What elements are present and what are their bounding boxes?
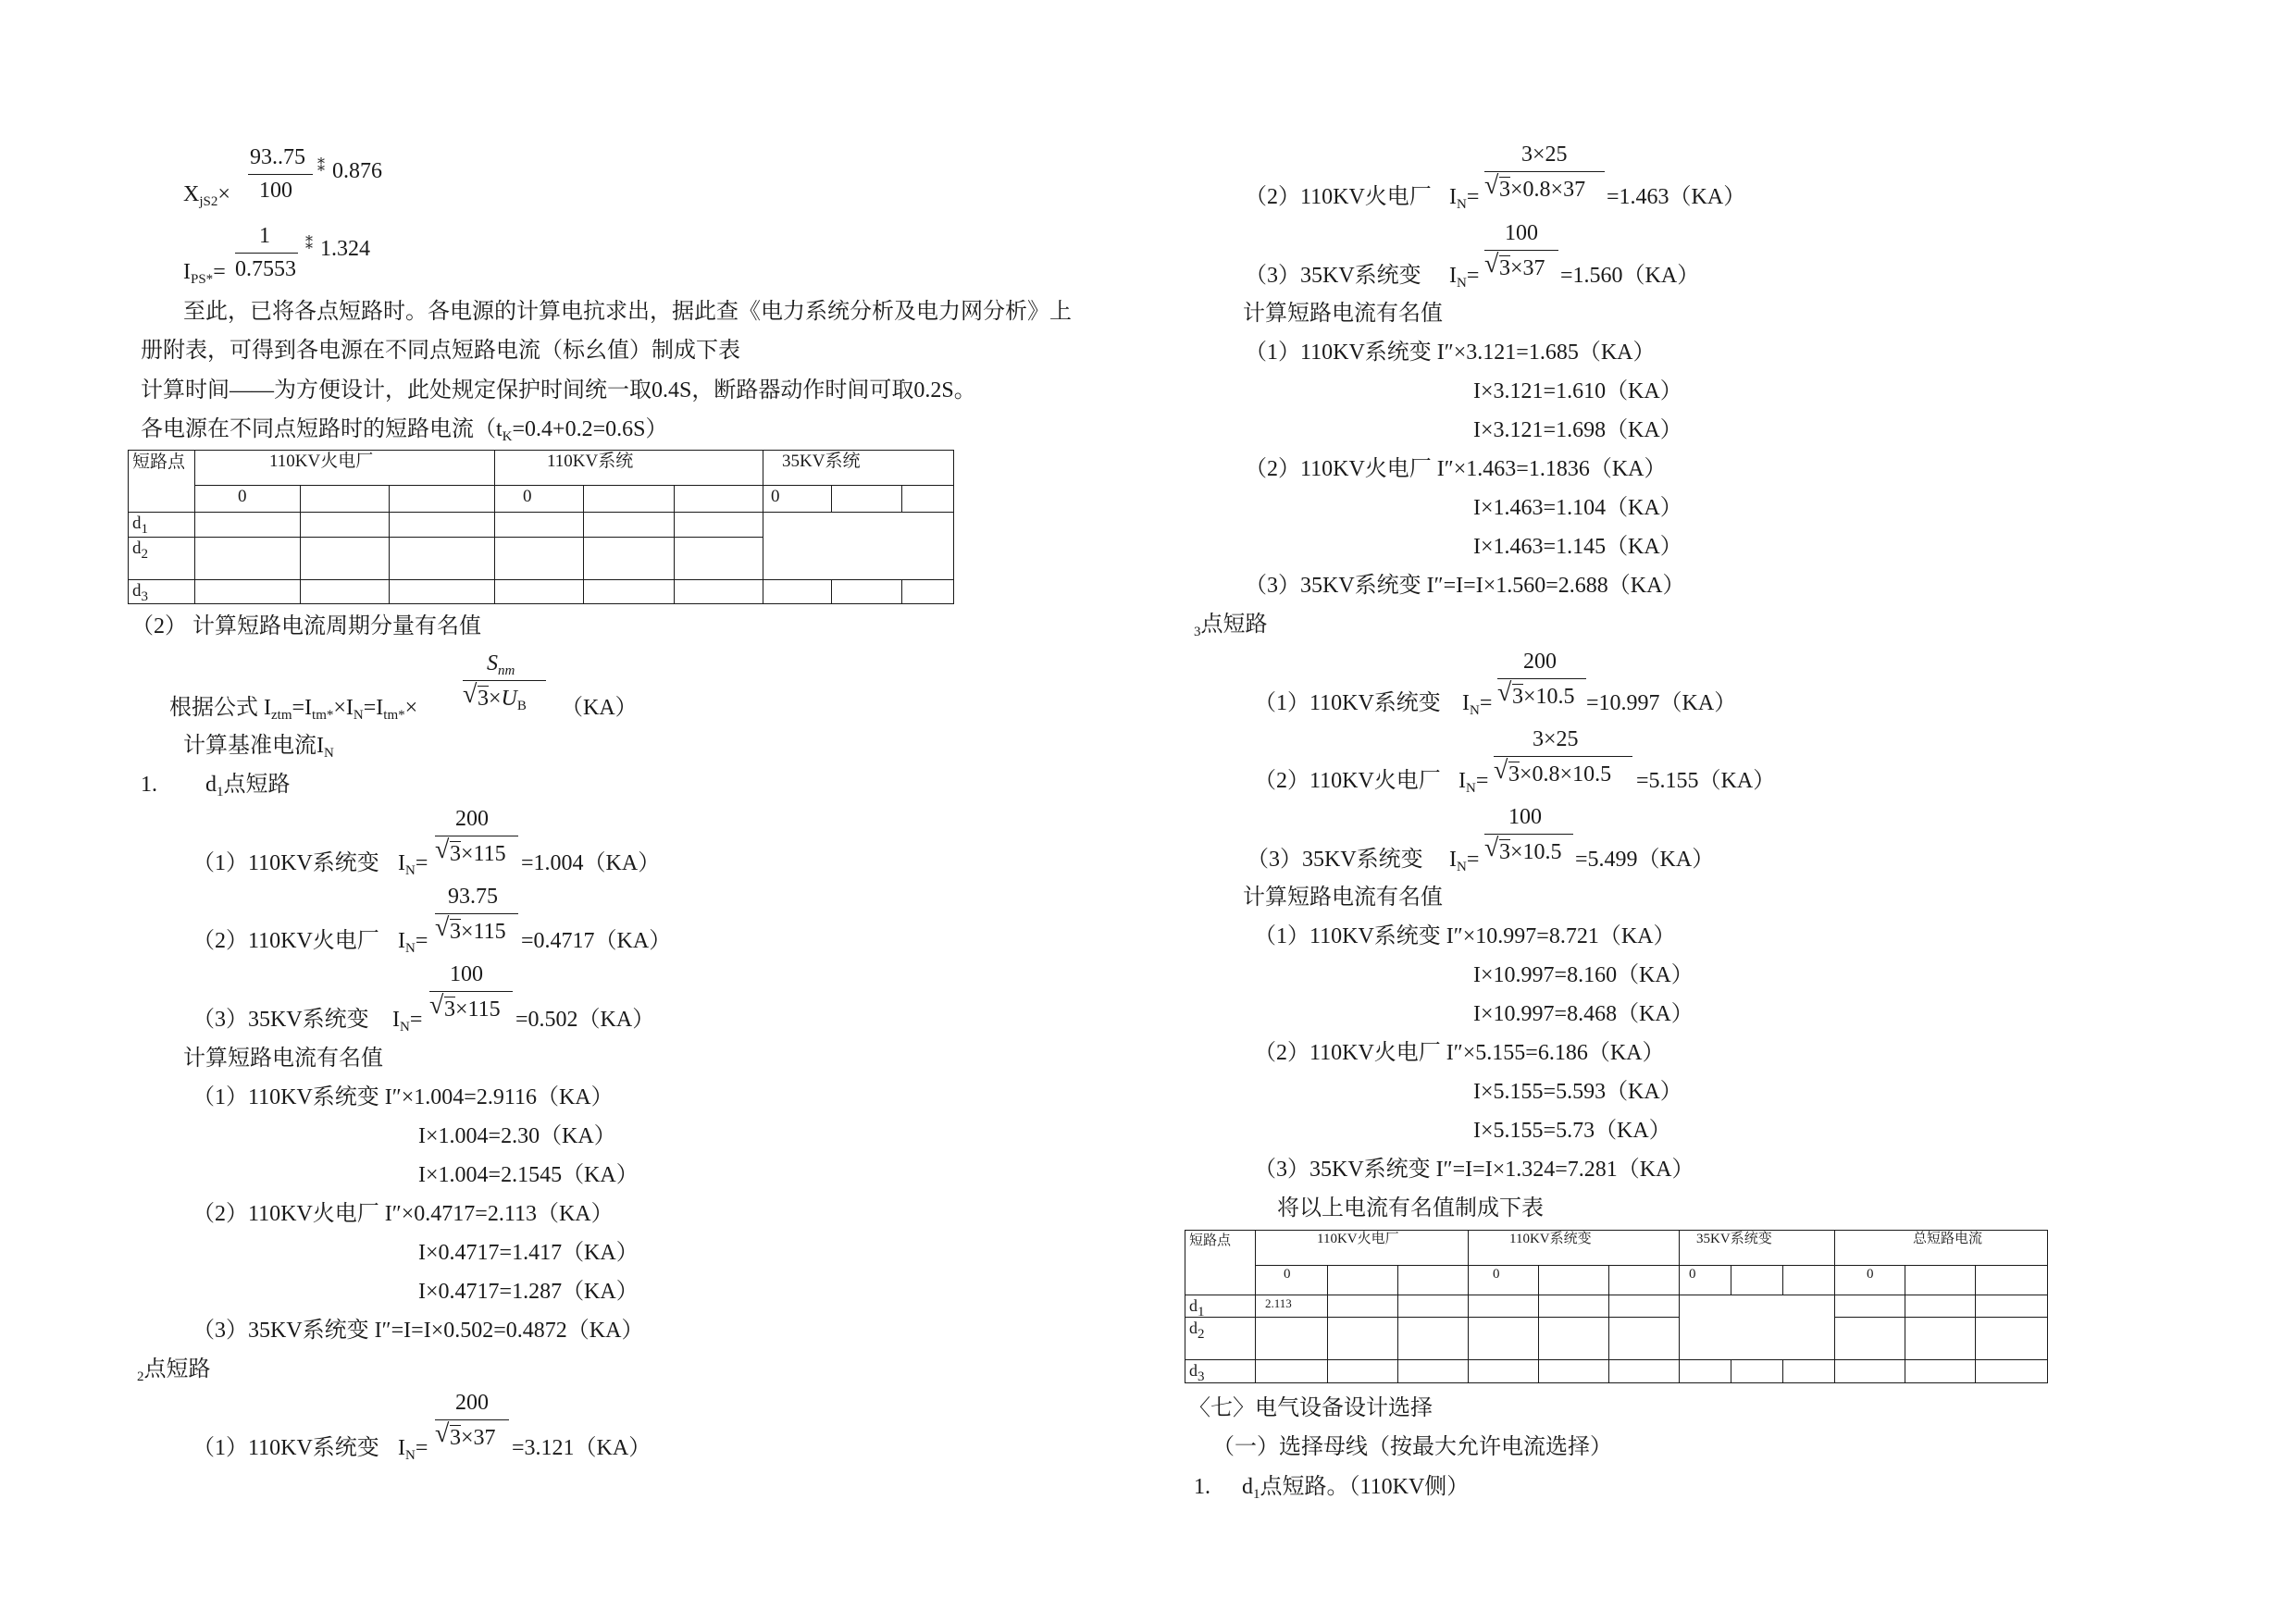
table-group-header: 35KV系统变 — [1680, 1231, 1835, 1266]
table-cell — [1976, 1360, 2048, 1383]
table-cell — [195, 538, 301, 580]
table-cell — [1835, 1318, 1905, 1360]
item-label: （1）110KV系统变 — [1254, 691, 1441, 715]
subheading: $_2$点短路 — [137, 1357, 211, 1384]
formula-unit: （KA） — [561, 696, 638, 720]
table-cell — [675, 486, 763, 513]
named-line: （2）110KV火电厂 I″×1.463=1.1836（KA） — [1245, 457, 1667, 481]
section-heading: 〈七〉电气设备设计选择 — [1188, 1396, 1433, 1420]
in-denominator: √ 3×0.8×10.5 — [1494, 756, 1612, 787]
table-cell — [902, 486, 954, 513]
in-numerator: 93.75 — [448, 885, 498, 909]
table-cell — [301, 580, 390, 604]
table-cell — [1469, 1318, 1539, 1360]
in-label: $I_N=$ — [398, 1436, 428, 1463]
named-line: I×1.004=2.1545（KA） — [418, 1163, 639, 1187]
table-cell — [584, 486, 675, 513]
table-group-header: 110KV火电厂 — [1256, 1231, 1469, 1266]
named-line: （1）110KV系统变 I″×1.004=2.9116（KA） — [192, 1085, 614, 1109]
named-line: I×10.997=8.468（KA） — [1473, 1002, 1694, 1026]
paragraph-line: 计算时间——为方便设计，此处规定保护时间统一取0.4S，断路器动作时间可取0.2S。 — [141, 378, 976, 403]
in-denominator: √ 3×37 — [1484, 250, 1545, 280]
table-cell — [584, 538, 675, 580]
table-cell — [390, 580, 495, 604]
ips-label: $I_{PS*}=$ — [183, 260, 226, 287]
table-cell — [301, 486, 390, 513]
table-row-label: $d_1$ — [1185, 1295, 1256, 1318]
named-line: I×3.121=1.698（KA） — [1473, 418, 1682, 442]
subheading: 计算短路电流有名值 — [1243, 302, 1443, 326]
table-corner-cell: 短路点 — [1185, 1231, 1256, 1295]
table-cell — [1539, 1295, 1609, 1318]
formula-text: 根据公式 $I_{ztm}=I_{tm*}\times I_N=I_{tm*}\times$ — [169, 696, 418, 723]
named-line: I×10.997=8.160（KA） — [1473, 963, 1694, 987]
formula-denominator: √ $3\times U_B$ — [463, 680, 527, 713]
in-label: $I_N=$ — [392, 1008, 423, 1035]
table-cell — [1680, 1360, 1731, 1383]
in-result: =0.502（KA） — [515, 1008, 655, 1032]
table-cell — [1609, 1266, 1680, 1295]
table-cell — [195, 513, 301, 538]
table-cell — [675, 538, 763, 580]
table-cell — [1398, 1360, 1469, 1383]
table-cell — [1976, 1318, 2048, 1360]
table-cell — [763, 580, 832, 604]
named-line: I×5.155=5.73（KA） — [1473, 1119, 1671, 1143]
xjs2-label: $X_{jS2}\times$ — [183, 182, 230, 209]
in-denominator: √ 3×10.5 — [1497, 678, 1575, 709]
table-row-label: $d_2$ — [1185, 1318, 1256, 1360]
table-caption: 将以上电流有名值制成下表 — [1277, 1196, 1544, 1220]
named-line: （1）110KV系统变 I″×10.997=8.721（KA） — [1254, 924, 1676, 948]
table-row-label: $d_3$ — [1185, 1360, 1256, 1383]
in-label: $I_N=$ — [1449, 185, 1480, 212]
item-label: （2）110KV火电厂 — [1245, 185, 1432, 209]
approx-dots: ⁑ — [317, 159, 325, 175]
table-cell — [495, 538, 584, 580]
item-label: （1）110KV系统变 — [192, 1436, 379, 1460]
in-numerator: 100 — [450, 962, 483, 986]
in-label: $I_N=$ — [1458, 769, 1489, 796]
table-cell — [1256, 1360, 1328, 1383]
in-label: $I_N=$ — [398, 929, 428, 956]
table-cell — [1905, 1295, 1976, 1318]
table-cell — [1328, 1318, 1398, 1360]
fraction-bar — [1494, 756, 1632, 757]
in-result: =3.121（KA） — [512, 1436, 652, 1460]
in-denominator: √ 3×0.8×37 — [1484, 171, 1586, 202]
table-cell — [495, 513, 584, 538]
table-cell — [675, 513, 763, 538]
table-cell — [584, 580, 675, 604]
named-line: I×1.004=2.30（KA） — [418, 1124, 616, 1148]
table-cell — [1328, 1360, 1398, 1383]
fraction-bar — [235, 253, 298, 254]
subheading: 计算基准电流$I_N$ — [183, 734, 334, 761]
item-label: （2）110KV火电厂 — [1254, 769, 1441, 793]
table-group-header: 110KV系统 — [495, 451, 763, 486]
in-result: =0.4717（KA） — [521, 929, 672, 953]
subheading: $d_1$点短路。（110KV侧） — [1242, 1475, 1470, 1502]
table-cell — [1731, 1360, 1783, 1383]
named-line: （2）110KV火电厂 I″×0.4717=2.113（KA） — [192, 1202, 614, 1226]
table-cell — [390, 513, 495, 538]
table-corner-cell: 短路点 — [129, 451, 195, 513]
table-cell — [1398, 1318, 1469, 1360]
ips-numerator: 1 — [259, 224, 270, 248]
table-cell — [1398, 1266, 1469, 1295]
table-cell — [1398, 1295, 1469, 1318]
table-caption: 各电源在不同点短路时的短路电流$(t_K=0.4+0.2=0.6S)$ — [141, 417, 668, 444]
fraction-bar — [248, 174, 313, 175]
named-line: I×1.463=1.145（KA） — [1473, 535, 1682, 559]
table-cell — [495, 580, 584, 604]
in-denominator: √ 3×10.5 — [1484, 834, 1562, 864]
section-heading: （一）选择母线（按最大允许电流选择） — [1212, 1435, 1612, 1459]
table-group-header: 35KV系统 — [763, 451, 954, 486]
table-group-header: 总短路电流 — [1835, 1231, 2048, 1266]
table-cell: 0 — [1835, 1266, 1905, 1295]
paragraph-line: 至此，已将各点短路时。各电源的计算电抗求出，据此查《电力系统分析及电力网分析》上 — [183, 300, 1072, 324]
table-cell — [1905, 1360, 1976, 1383]
in-label: $I_N=$ — [1449, 848, 1480, 874]
item-label: （1）110KV系统变 — [192, 851, 379, 875]
table-cell — [1328, 1266, 1398, 1295]
item-label: （3）35KV系统变 — [1247, 848, 1423, 872]
in-numerator: 100 — [1508, 805, 1542, 829]
named-line: （3）35KV系统变 I″=I=I×1.324=7.281（KA） — [1254, 1158, 1694, 1182]
table-cell — [1905, 1318, 1976, 1360]
table-row-label: $d_2$ — [129, 538, 195, 580]
named-line: （1）110KV系统变 I″×3.121=1.685（KA） — [1245, 341, 1656, 365]
table-cell — [675, 580, 763, 604]
table-cell — [1976, 1295, 2048, 1318]
paragraph-line: 册附表，可得到各电源在不同点短路电流（标幺值）制成下表 — [141, 339, 740, 363]
table-cell: 2.113 — [1256, 1295, 1328, 1318]
in-denominator: √ 3×37 — [435, 1419, 496, 1450]
table-row-label: $d_3$ — [129, 580, 195, 604]
table-cell: 0 — [1469, 1266, 1539, 1295]
named-line: I×1.463=1.104（KA） — [1473, 496, 1682, 520]
table-cell — [390, 538, 495, 580]
in-result: =5.499（KA） — [1575, 848, 1715, 872]
item-label: （2）110KV火电厂 — [192, 929, 379, 953]
table-cell — [1609, 1318, 1680, 1360]
in-result: =10.997（KA） — [1586, 691, 1737, 715]
in-numerator: 100 — [1505, 221, 1538, 245]
ips-result: 1.324 — [320, 237, 370, 261]
subheading: $d_1$点短路 — [205, 773, 291, 799]
in-result: =1.004（KA） — [521, 851, 661, 875]
item-label: （3）35KV系统变 — [1245, 264, 1421, 288]
table-cell: 0 — [195, 486, 301, 513]
table-cell — [1539, 1318, 1609, 1360]
table-cell — [832, 580, 902, 604]
table-cell: 0 — [495, 486, 584, 513]
table-cell — [1783, 1266, 1835, 1295]
approx-dots: ⁑ — [305, 237, 313, 253]
table-cell — [390, 486, 495, 513]
subheading: $_3$点短路 — [1194, 613, 1268, 639]
in-numerator: 200 — [1523, 650, 1557, 674]
in-label: $I_N=$ — [398, 851, 428, 878]
ips-denominator: 0.7553 — [235, 257, 296, 281]
fraction-bar — [1484, 171, 1605, 172]
table-cell — [763, 513, 954, 580]
named-line: I×3.121=1.610（KA） — [1473, 379, 1682, 403]
table-cell — [301, 538, 390, 580]
summary-table — [1185, 1230, 2048, 1383]
table-cell — [1680, 1295, 1835, 1360]
subheading: 计算短路电流有名值 — [183, 1047, 383, 1071]
in-numerator: 200 — [455, 1391, 489, 1415]
table-cell: 0 — [1680, 1266, 1731, 1295]
table-cell — [1469, 1295, 1539, 1318]
table-cell — [1976, 1266, 2048, 1295]
xjs2-numerator: 93..75 — [250, 145, 305, 169]
named-line: （3）35KV系统变 I″=I=I×1.560=2.688（KA） — [1245, 574, 1685, 598]
named-line: I×0.4717=1.417（KA） — [418, 1241, 639, 1265]
table-group-header: 110KV系统变 — [1469, 1231, 1680, 1266]
table-cell — [1609, 1295, 1680, 1318]
table-cell — [1469, 1360, 1539, 1383]
table-cell — [1539, 1266, 1609, 1295]
table-row-label: $d_1$ — [129, 513, 195, 538]
in-numerator: 3×25 — [1533, 727, 1579, 751]
named-line: I×5.155=5.593（KA） — [1473, 1080, 1682, 1104]
table-cell — [1609, 1360, 1680, 1383]
item-number: 1. — [1194, 1475, 1210, 1499]
table-cell — [832, 486, 902, 513]
xjs2-result: 0.876 — [332, 159, 382, 183]
in-label: $I_N=$ — [1462, 691, 1493, 718]
short-circuit-table-1 — [128, 450, 954, 604]
in-denominator: √ 3×115 — [435, 836, 506, 866]
in-denominator: √ 3×115 — [429, 991, 501, 1022]
formula-numerator: $S_{nm}$ — [487, 651, 515, 678]
in-label: $I_N=$ — [1449, 264, 1480, 291]
in-denominator: √ 3×115 — [435, 913, 506, 944]
table-cell — [902, 580, 954, 604]
named-line: （3）35KV系统变 I″=I=I×0.502=0.4872（KA） — [192, 1319, 644, 1343]
subheading: 计算短路电流有名值 — [1243, 886, 1443, 910]
in-numerator: 200 — [455, 807, 489, 831]
item-label: （3）35KV系统变 — [192, 1008, 369, 1032]
table-cell — [1256, 1318, 1328, 1360]
in-result: =5.155（KA） — [1636, 769, 1776, 793]
named-line: （2）110KV火电厂 I″×5.155=6.186（KA） — [1254, 1041, 1665, 1065]
table-cell — [1731, 1266, 1783, 1295]
table-cell — [1835, 1295, 1905, 1318]
section-heading: （2） 计算短路电流周期分量有名值 — [131, 614, 481, 638]
table-cell — [1835, 1360, 1905, 1383]
table-group-header: 110KV火电厂 — [195, 451, 495, 486]
named-line: I×0.4717=1.287（KA） — [418, 1280, 639, 1304]
in-result: =1.463（KA） — [1607, 185, 1746, 209]
table-cell: 0 — [1256, 1266, 1328, 1295]
table-cell — [584, 513, 675, 538]
table-cell — [1539, 1360, 1609, 1383]
table-cell — [1905, 1266, 1976, 1295]
table-cell: 0 — [763, 486, 832, 513]
table-cell — [1783, 1360, 1835, 1383]
table-cell — [301, 513, 390, 538]
in-result: =1.560（KA） — [1560, 264, 1700, 288]
table-cell — [195, 580, 301, 604]
item-number: 1. — [141, 773, 157, 797]
xjs2-denominator: 100 — [259, 179, 292, 203]
table-cell — [1328, 1295, 1398, 1318]
in-numerator: 3×25 — [1521, 142, 1568, 167]
